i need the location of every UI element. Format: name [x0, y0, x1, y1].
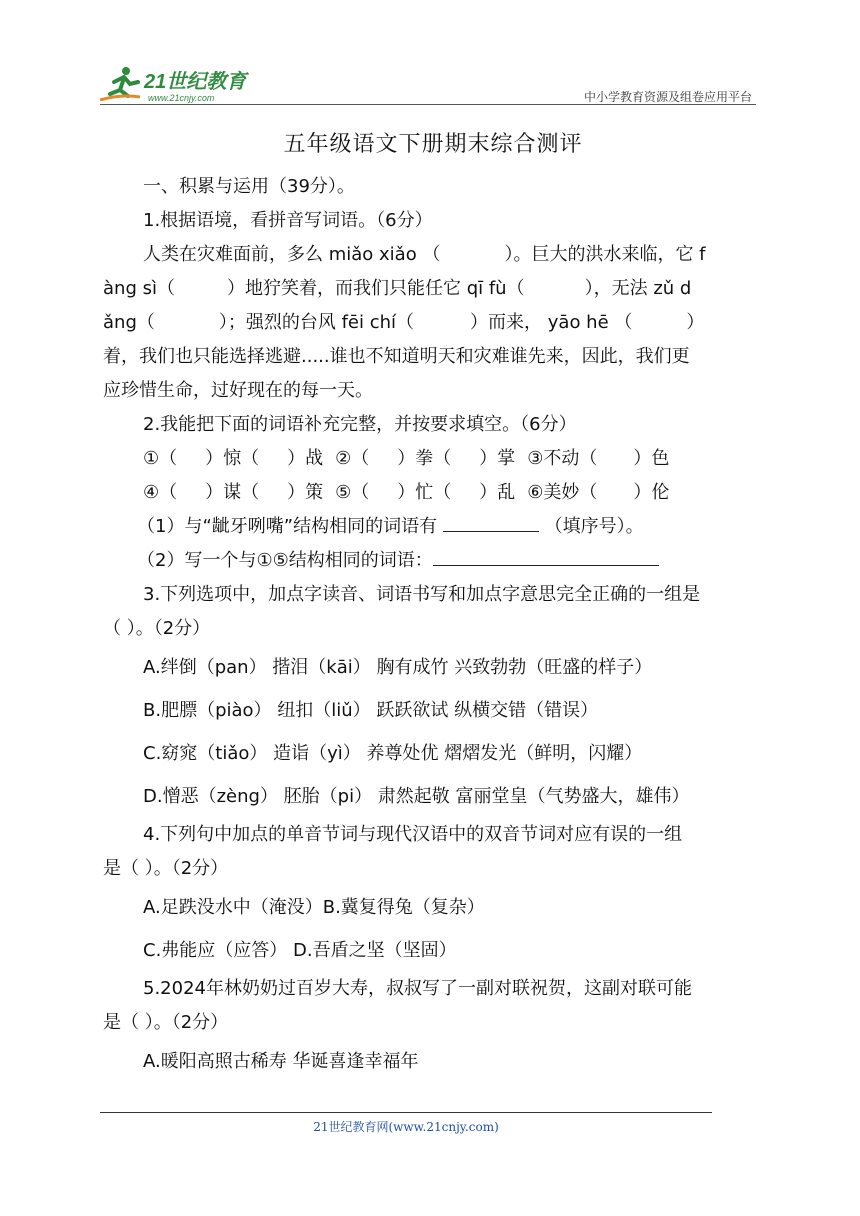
q2-text: ）谋（ — [205, 482, 260, 503]
q2-text: ）惊（ — [205, 448, 260, 469]
q4-stem: 4.下列句中加点的单音节词与现代汉语中的双音节词对应有误的一组 — [143, 824, 683, 845]
section-heading: 一、积累与运用（39分）。 — [143, 176, 355, 197]
logo-text: 21世纪教育 — [144, 71, 247, 93]
page-title: 五年级语文下册期末综合测评 — [283, 132, 583, 157]
exam-content — [103, 122, 763, 1083]
q2-text: ②（ — [335, 448, 370, 469]
q3-option-b[interactable]: B.肥膘（piào） 纽扣（liǔ） 跃跃欲试 纵横交错（错误） — [143, 700, 599, 721]
q2-stem: 2.我能把下面的词语补充完整，并按要求填空。（6分） — [143, 414, 577, 435]
q2-text: （1）与“龇牙咧嘴”结构相同的词语有 — [137, 516, 438, 537]
q3-stem-2: （ ）。（2分） — [103, 618, 211, 639]
q2-text: （2）写一个与①⑤结构相同的词语： — [137, 550, 433, 571]
footer-divider — [100, 1112, 712, 1113]
q2-text: ③不动（ — [527, 448, 598, 469]
q2-text: ）掌 — [479, 448, 516, 469]
q2-text: ④（ — [143, 482, 178, 503]
q1-text: ）地狞笑着，而我们只能任它 qī fù（ — [226, 278, 525, 299]
q2-text: ）色 — [633, 448, 670, 469]
q1-stem: 1.根据语境，看拼音写词语。（6分） — [143, 210, 433, 231]
q1-text: ），无法 zǔ d — [584, 278, 692, 299]
q2-text: ⑤（ — [335, 482, 370, 503]
q5-option-a[interactable]: A.暖阳高照古稀寿 华诞喜逢幸福年 — [143, 1051, 419, 1072]
q2-sub-2 — [103, 544, 763, 578]
q2-text: ）策 — [287, 482, 324, 503]
q4-options-cd[interactable]: C.弗能应（应答） D.吾盾之坚（坚固） — [143, 940, 457, 961]
q2-text: ）战 — [287, 448, 324, 469]
q1-line-2 — [103, 272, 763, 306]
header-divider — [100, 104, 756, 105]
q2-text: ）伦 — [633, 482, 670, 503]
q1-text: ） — [686, 312, 705, 333]
q3-option-d[interactable]: D.憎恶（zèng） 胚胎（pi） 肃然起敬 富丽堂皇（气势盛大，雄伟） — [143, 786, 690, 807]
q1-text: 人类在灾难面前，多么 miǎo xiǎo （ — [143, 244, 441, 265]
page-header — [100, 60, 756, 108]
q1-line-4: 着，我们也只能选择逃避.....谁也不知道明天和灾难谁先来，因此，我们更 — [103, 346, 690, 367]
q1-text: ）而来， yāo hē （ — [470, 312, 633, 333]
q3-stem: 3.下列选项中，加点字读音、词语书写和加点字意思完全正确的一组是 — [143, 584, 701, 605]
answer-underline[interactable] — [433, 545, 659, 566]
q4-stem-2: 是（ ）。（2分） — [103, 858, 229, 879]
q1-line-5: 应珍惜生命，过好现在的每一天。 — [103, 380, 373, 401]
q5-stem: 5.2024年林奶奶过百岁大寿，叔叔写了一副对联祝贺，这副对联可能 — [143, 978, 692, 999]
header-platform-text: 中小学教育资源及组卷应用平台 — [583, 90, 752, 104]
q2-sub-1 — [103, 510, 763, 544]
q2-text: ）乱 — [479, 482, 516, 503]
q5-stem-2: 是（ ）。（2分） — [103, 1012, 229, 1033]
q2-text: ）拳（ — [397, 448, 452, 469]
logo-url: www.21cnjy.com — [148, 93, 215, 103]
q3-option-a[interactable]: A.绊倒（pan） 揩泪（kāi） 胸有成竹 兴致勃勃（旺盛的样子） — [143, 657, 653, 678]
q2-text: ）忙（ — [397, 482, 452, 503]
q4-options-ab[interactable]: A.足跌没水中（淹没）B.冀复得兔（复杂） — [143, 897, 485, 918]
q3-option-c[interactable]: C.窈窕（tiǎo） 造诣（yì） 养尊处优 熠熠发光（鲜明，闪耀） — [143, 743, 643, 764]
q1-text: ）。巨大的洪水来临，它 f — [504, 244, 706, 265]
logo — [100, 64, 270, 104]
q2-text: ⑥美妙（ — [527, 482, 598, 503]
q1-text: ）；强烈的台风 fēi chí（ — [218, 312, 415, 333]
q1-line-3 — [103, 306, 763, 340]
q2-row-1 — [103, 442, 763, 476]
footer-link[interactable]: 21世纪教育网(www.21cnjy.com) — [313, 1120, 499, 1134]
q1-line-1 — [103, 238, 763, 272]
q1-text: ǎng（ — [103, 312, 155, 333]
answer-underline[interactable] — [443, 511, 539, 532]
runner-logo-icon — [100, 64, 270, 104]
q2-text: ①（ — [143, 448, 178, 469]
q2-text: （填序号）。 — [544, 516, 644, 537]
q1-text: àng sì（ — [103, 278, 175, 299]
q2-row-2 — [103, 476, 763, 510]
